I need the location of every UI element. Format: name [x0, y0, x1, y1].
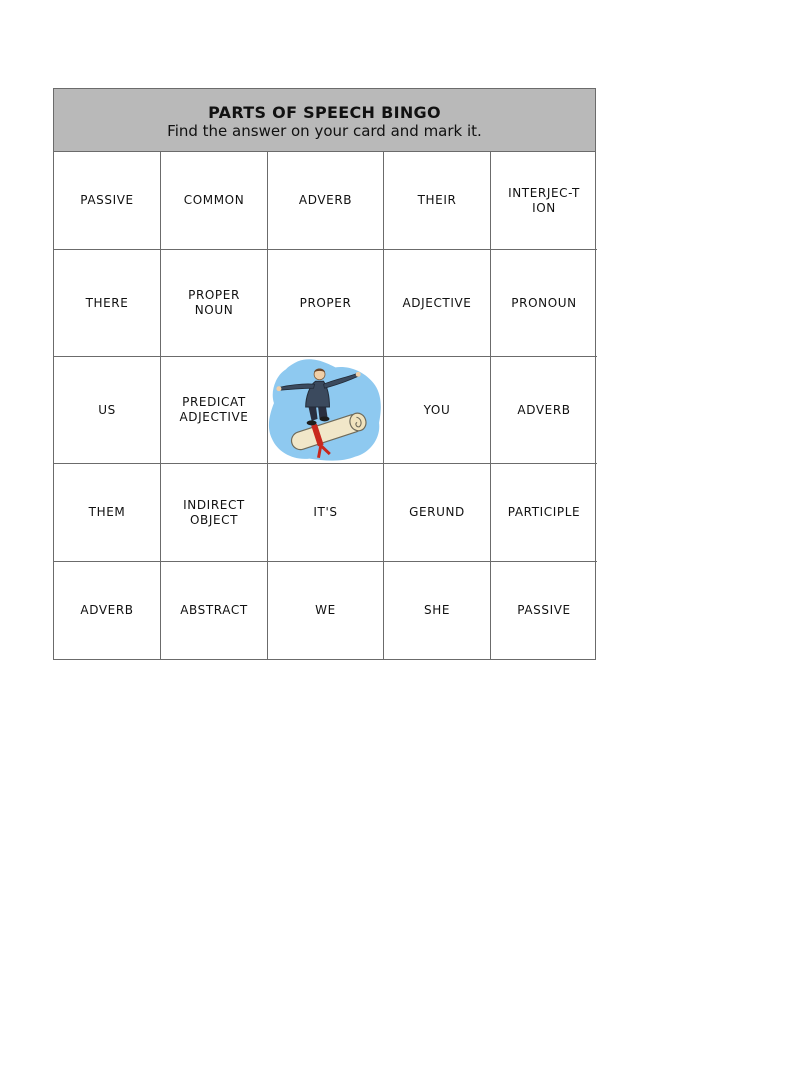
bingo-cell: COMMON: [161, 152, 268, 250]
bingo-cell: INDIRECT OBJECT: [161, 464, 268, 562]
bingo-cell: YOU: [384, 357, 491, 464]
bingo-cell: PASSIVE: [517, 603, 571, 617]
bingo-title: PARTS OF SPEECH BINGO: [208, 103, 441, 122]
bingo-cell: PARTICIPLE: [491, 464, 597, 562]
bingo-cell: US: [54, 357, 161, 464]
bingo-cell: ADVERB: [54, 562, 161, 659]
bingo-cell: SHE: [384, 562, 491, 659]
bingo-grid: [54, 152, 595, 659]
bingo-cell: THEIR: [384, 152, 491, 250]
bingo-cell: IT'S: [268, 464, 384, 562]
bingo-cell: ADVERB: [268, 152, 384, 250]
bingo-cell: WE: [268, 562, 384, 659]
bingo-cell: THERE: [54, 250, 161, 357]
bingo-cell: ADJECTIVE: [384, 250, 491, 357]
bingo-cell: ABSTRACT: [161, 562, 268, 659]
bingo-card: [53, 88, 596, 660]
bingo-cell: PROPER NOUN: [161, 250, 268, 357]
bingo-cell: PRONOUN: [491, 250, 597, 357]
bingo-header: [54, 89, 595, 152]
bingo-cell: INTERJEC-T ION: [491, 152, 597, 250]
bingo-cell: PREDICAT ADJECTIVE: [161, 357, 268, 464]
free-space-cell: [268, 357, 384, 464]
bingo-cell: PROPER: [268, 250, 384, 357]
bingo-cell: PASSIVE: [54, 152, 161, 250]
bingo-cell: THEM: [54, 464, 161, 562]
bingo-cell: ADVERB: [491, 357, 597, 464]
person-surfing-on-diploma-scroll-icon: [268, 357, 383, 464]
bingo-instructions: Find the answer on your card and mark it.: [167, 122, 482, 140]
bingo-cell: GERUND: [384, 464, 491, 562]
